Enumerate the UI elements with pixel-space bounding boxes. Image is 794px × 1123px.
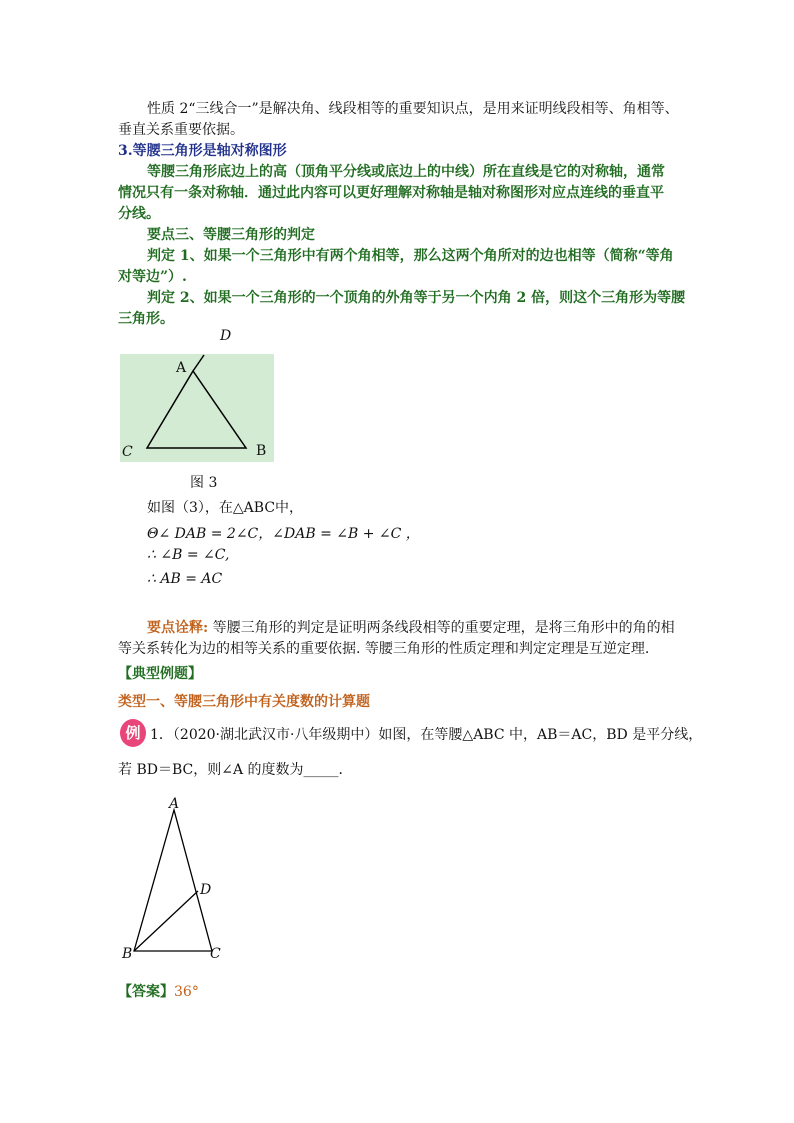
typical-examples-title: 【典型例题】 [118, 666, 202, 682]
criterion-1-line1: 判定 1、如果一个三角形中有两个角相等，那么这两个角所对的边也相等（简称“等角 [147, 248, 674, 264]
label-C: C [122, 444, 133, 460]
symmetry-paragraph-line3: 分线。 [118, 206, 160, 222]
symmetry-paragraph-line1: 等腰三角形底边上的高（顶角平分线或底边上的中线）所在直线是它的对称轴，通常 [147, 164, 665, 180]
property-paragraph-line2: 垂直关系重要依据。 [118, 122, 244, 138]
criterion-2-line2: 三角形。 [118, 311, 174, 327]
label-B: B [122, 946, 133, 962]
proof-intro: 如图（3），在△ABC中， [147, 500, 304, 516]
example-1-line1: 1．（2020·湖北武汉市·八年级期中）如图，在等腰△ABC 中，AB＝AC，BD 是平分线， [150, 727, 703, 743]
symmetry-paragraph-line2: 情况只有一条对称轴．通过此内容可以更好理解对称轴是轴对称图形对应点连线的垂直平 [118, 185, 664, 201]
example-badge: 例 [120, 719, 146, 747]
example-1-line2: 若 BD＝BC，则∠A 的度数为_____． [118, 762, 353, 778]
answer-value: 36° [174, 984, 199, 1000]
key-point-3-heading: 要点三、等腰三角形的判定 [147, 227, 315, 243]
segment-BD [134, 891, 198, 951]
label-A: A [176, 360, 187, 376]
label-A: A [169, 796, 180, 812]
label-D: D [200, 882, 212, 898]
label-B: B [256, 443, 267, 459]
note-label: 要点诠释: [147, 620, 209, 636]
answer-label: 【答案】 [118, 984, 174, 1000]
example-1-drawing [118, 796, 238, 966]
section-heading-axis-symmetry: 3.等腰三角形是轴对称图形 [118, 143, 287, 159]
label-C: C [210, 946, 221, 962]
figure-3 [118, 326, 278, 466]
figure-3-background [120, 354, 274, 462]
label-D: D [220, 328, 232, 344]
note-line1 [147, 618, 675, 638]
answer-line [118, 982, 199, 1002]
figure-3-caption: 图 3 [190, 475, 218, 491]
triangle-ABC-isosceles [134, 810, 212, 951]
figure-3-drawing [118, 326, 278, 466]
criterion-1-line2: 对等边”）. [118, 269, 187, 285]
proof-step-3: ∴ AB = AC [147, 571, 223, 587]
note-line2: 等关系转化为边的相等关系的重要依据. 等腰三角形的性质定理和判定定理是互逆定理. [118, 641, 650, 657]
criterion-2-line1: 判定 2、如果一个三角形的一个顶角的外角等于另一个内角 2 倍，则这个三角形为等腰 [147, 290, 686, 306]
type-1-heading: 类型一、等腰三角形中有关度数的计算题 [118, 694, 370, 710]
proof-step-1: Θ∠ DAB = 2∠C，∠DAB = ∠B + ∠C ， [147, 526, 420, 542]
proof-step-2: ∴ ∠B = ∠C, [147, 547, 230, 563]
example-1-figure [118, 796, 238, 966]
note-text-1: 等腰三角形的判定是证明两条线段相等的重要定理，是将三角形中的角的相 [208, 620, 675, 636]
property-paragraph-line1: 性质 2“三线合一”是解决角、线段相等的重要知识点，是用来证明线段相等、角相等、 [147, 101, 679, 117]
